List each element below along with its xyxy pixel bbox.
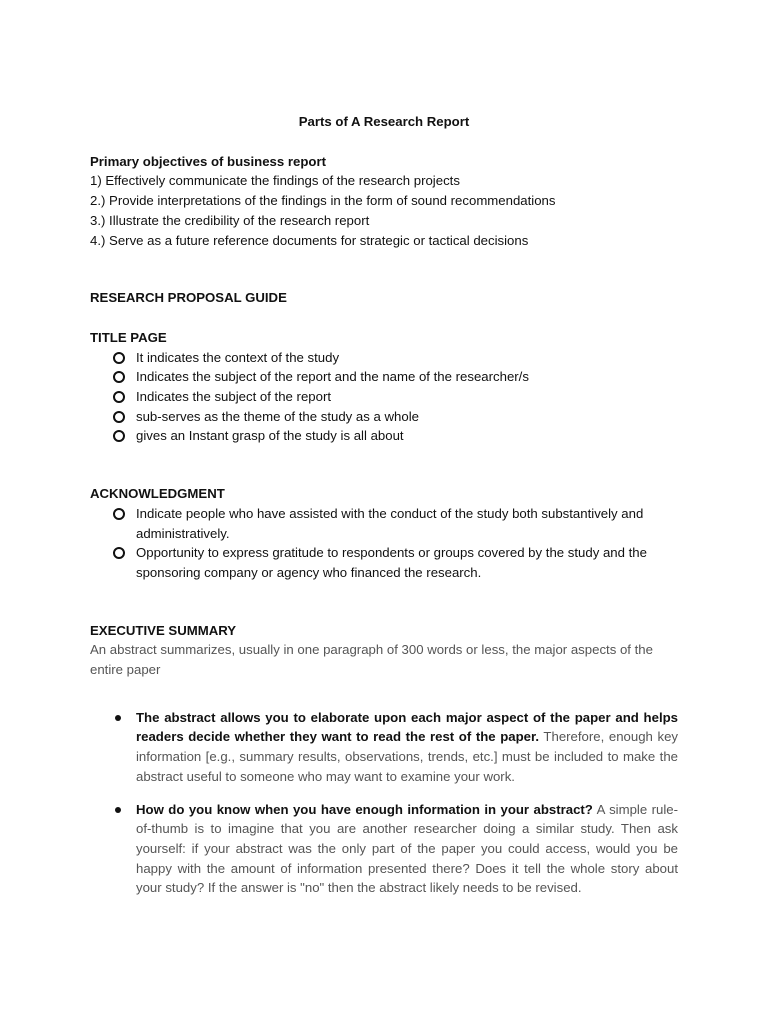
bullet-bold-text: The abstract allows you to elaborate upon each major aspect of the paper and helps readers decide whether they want to read the rest of the paper. [136,709,678,745]
list-item-text: It indicates the context of the study [136,349,340,365]
circle-bullet-icon [113,352,125,364]
list-item [90,426,678,446]
list-item [90,543,678,582]
objective-item: 1) Effectively communicate the findings of the research projects [90,173,460,189]
objectives-heading: Primary objectives of business report [90,153,326,169]
list-item-text: Indicates the subject of the report [136,389,331,405]
objective-item: 3.) Illustrate the credibility of the research report [90,212,370,228]
bullet-text: Therefore, enough key information [e.g., summary results, observations, trends, etc.] must be included to make the abstract useful to someone who may want to examine your work. [136,729,678,784]
list-item-text: gives an Instant grasp of the study is all about [136,428,404,444]
bullet-text: A simple rule-of-thumb is to imagine that you are another researcher doing a similar study. Then ask yourself: if your abstract was the only part of the paper you could access, would you be happy with the amount of information presented there? Does it tell the whole story about your study? If the answer is "no" then the abstract likely needs to be revised. [136,801,678,896]
list-item-text: Indicates the subject of the report and the name of the researcher/s [136,369,529,385]
document-title: Parts of A Research Report [298,114,470,129]
spacer [90,250,678,288]
circle-bullet-icon [113,411,125,423]
circle-bullet-icon [113,391,125,403]
spacer [90,446,678,484]
list-item [90,708,678,787]
bullet-dot-icon [115,807,121,813]
acknowledgment-list [90,504,678,583]
executive-summary-intro: An abstract summarizes, usually in one paragraph of 300 words or less, the major aspects of the entire paper [90,642,653,678]
list-item [90,387,678,407]
list-item-text: sub-serves as the theme of the study as a whole [136,408,419,424]
circle-bullet-icon [113,508,125,520]
circle-bullet-icon [113,371,125,383]
guide-heading: RESEARCH PROPOSAL GUIDE [90,290,287,306]
list-item [90,504,678,543]
executive-summary-list [90,708,678,898]
list-item [90,348,678,368]
list-item [90,800,678,899]
title-page-list [90,348,678,447]
bullet-bold-text: How do you know when you have enough information in your abstract? [136,801,593,817]
circle-bullet-icon [113,430,125,442]
list-item [90,407,678,427]
bullet-dot-icon [115,715,121,721]
title-page-heading: TITLE PAGE [90,329,167,345]
spacer [90,308,678,328]
spacer [90,583,678,621]
objective-item: 4.) Serve as a future reference documents for strategic or tactical decisions [90,232,529,248]
list-item [90,367,678,387]
list-item-text: Indicate people who have assisted with the conduct of the study both substantively and administratively. [136,505,644,541]
executive-summary-heading: EXECUTIVE SUMMARY [90,622,237,638]
circle-bullet-icon [113,547,125,559]
objective-item: 2.) Provide interpretations of the findings in the form of sound recommendations [90,193,556,209]
acknowledgment-heading: ACKNOWLEDGMENT [90,486,225,502]
spacer [90,680,678,708]
document-page [90,112,678,911]
list-item-text: Opportunity to express gratitude to respondents or groups covered by the study and the sponsoring company or agency who financed the research. [136,545,647,580]
